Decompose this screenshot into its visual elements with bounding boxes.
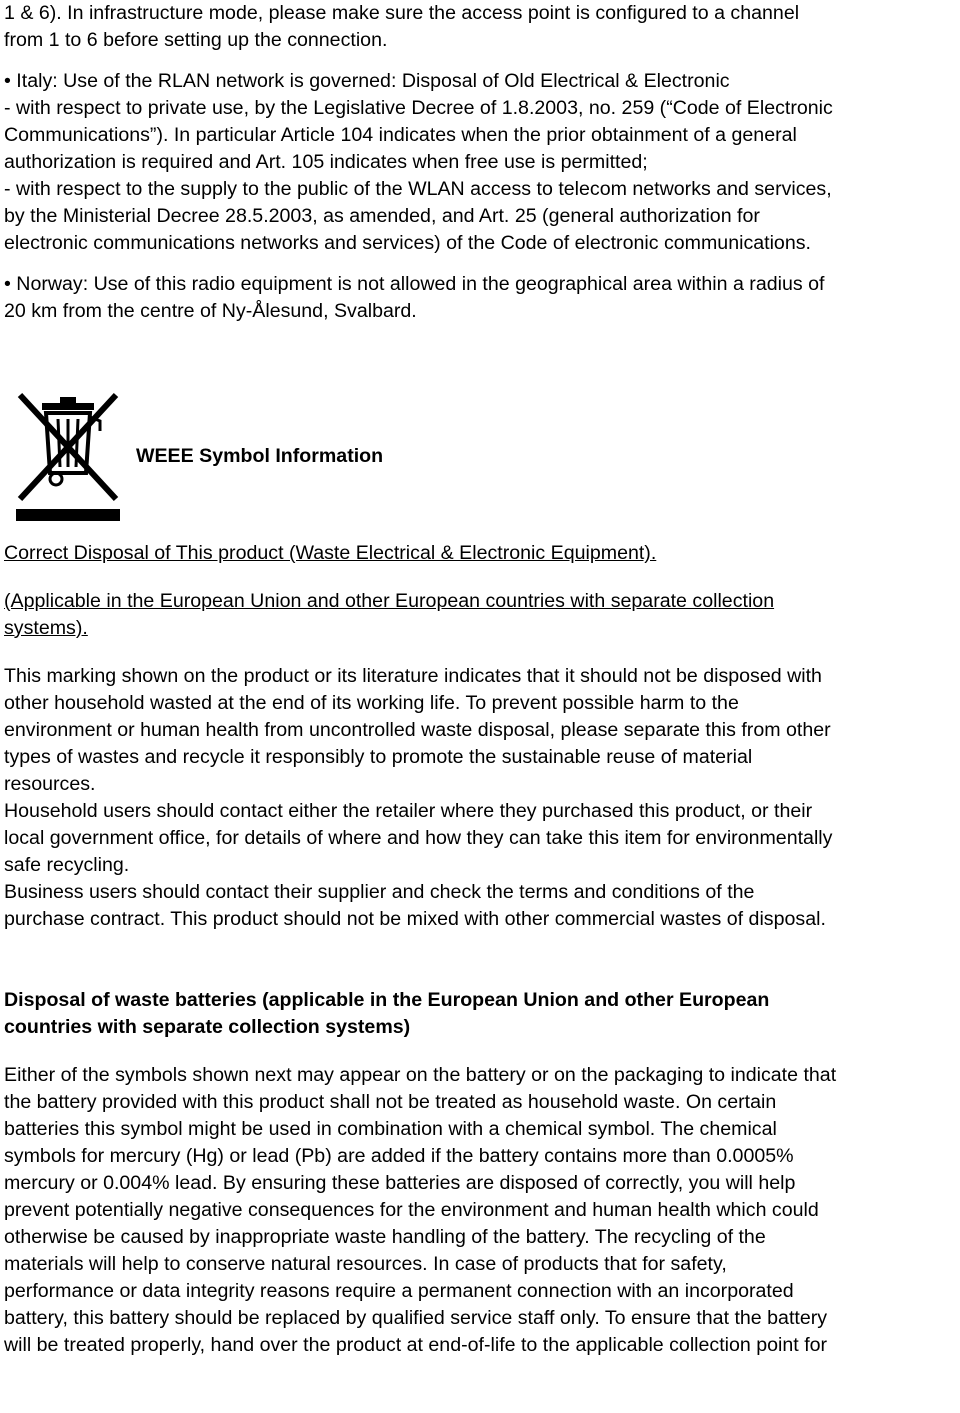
weee-title: WEEE Symbol Information [136, 445, 384, 467]
text-line: authorization is required and Art. 105 indicates when free use is permitted; [4, 151, 648, 173]
text-line: performance or data integrity reasons require a permanent connection with an incorporated [4, 1280, 794, 1302]
text-line: systems). [4, 617, 88, 639]
text-line: environment or human health from uncontrolled waste disposal, please separate this from other [4, 719, 831, 741]
text-line: Disposal of waste batteries (applicable in the European Union and other European [4, 989, 770, 1011]
weee-symbol-block [4, 391, 958, 519]
text-line: battery, this battery should be replaced by qualified service staff only. To ensure that the battery [4, 1307, 828, 1329]
text-line: otherwise be caused by inappropriate waste handling of the battery. The recycling of the [4, 1226, 766, 1248]
weee-body [4, 663, 958, 933]
text-line: This marking shown on the product or its literature indicates that it should not be disposed with [4, 665, 822, 687]
text-line: safe recycling. [4, 854, 130, 876]
text-line: • Italy: Use of the RLAN network is governed: Disposal of Old Electrical & Electronic [4, 70, 730, 92]
text-line: will be treated properly, hand over the product at end-of-life to the applicable collection point for [4, 1334, 828, 1356]
text-line: types of wastes and recycle it responsibly to promote the sustainable reuse of material [4, 746, 753, 768]
text-line: • Norway: Use of this radio equipment is not allowed in the geographical area within a radius of [4, 273, 825, 295]
text-line: 20 km from the centre of Ny-Ålesund, Svalbard. [4, 300, 417, 322]
battery-heading [4, 987, 958, 1041]
text-line: the battery provided with this product shall not be treated as household waste. On certain [4, 1091, 777, 1113]
weee-subtitle [4, 540, 958, 567]
text-line: mercury or 0.004% lead. By ensuring these batteries are disposed of correctly, you will help [4, 1172, 796, 1194]
battery-body [4, 1062, 958, 1359]
text-line: purchase contract. This product should not be mixed with other commercial wastes of disposal. [4, 908, 826, 930]
text-line: prevent potentially negative consequences for the environment and human health which could [4, 1199, 819, 1221]
italy-paragraph [4, 68, 958, 257]
text-line: batteries this symbol might be used in combination with a chemical symbol. The chemical [4, 1118, 777, 1140]
text-line: by the Ministerial Decree 28.5.2003, as amended, and Art. 25 (general authorization for [4, 205, 760, 227]
text-line: electronic communications networks and services) of the Code of electronic communications. [4, 232, 811, 254]
text-line: Correct Disposal of This product (Waste Electrical & Electronic Equipment). [4, 542, 657, 564]
text-line: Either of the symbols shown next may appear on the battery or on the packaging to indicate that [4, 1064, 837, 1086]
crossed-out-wheelie-bin-icon [16, 391, 120, 521]
text-line: 1 & 6). In infrastructure mode, please make sure the access point is configured to a channel [4, 2, 800, 24]
weee-applicability-note [4, 588, 958, 642]
text-line: (Applicable in the European Union and other European countries with separate collection [4, 590, 775, 612]
text-line: - with respect to the supply to the public of the WLAN access to telecom networks and services, [4, 178, 832, 200]
text-line: Business users should contact their supplier and check the terms and conditions of the [4, 881, 755, 903]
text-line: - with respect to private use, by the Legislative Decree of 1.8.2003, no. 259 (“Code of Electronic [4, 97, 833, 119]
text-line: materials will help to conserve natural resources. In case of products that for safety, [4, 1253, 727, 1275]
text-line: Communications”). In particular Article 104 indicates when the prior obtainment of a general [4, 124, 797, 146]
text-line: from 1 to 6 before setting up the connection. [4, 29, 388, 51]
text-line: other household wasted at the end of its working life. To prevent possible harm to the [4, 692, 739, 714]
text-line: local government office, for details of where and how they can take this item for environmentally [4, 827, 833, 849]
intro-paragraph [4, 0, 958, 54]
text-line: symbols for mercury (Hg) or lead (Pb) are added if the battery contains more than 0.0005% [4, 1145, 794, 1167]
text-line: Household users should contact either the retailer where they purchased this product, or their [4, 800, 813, 822]
document-page [4, 0, 958, 1359]
text-line: countries with separate collection systems) [4, 1016, 411, 1038]
norway-paragraph [4, 271, 958, 325]
text-line: resources. [4, 773, 96, 795]
